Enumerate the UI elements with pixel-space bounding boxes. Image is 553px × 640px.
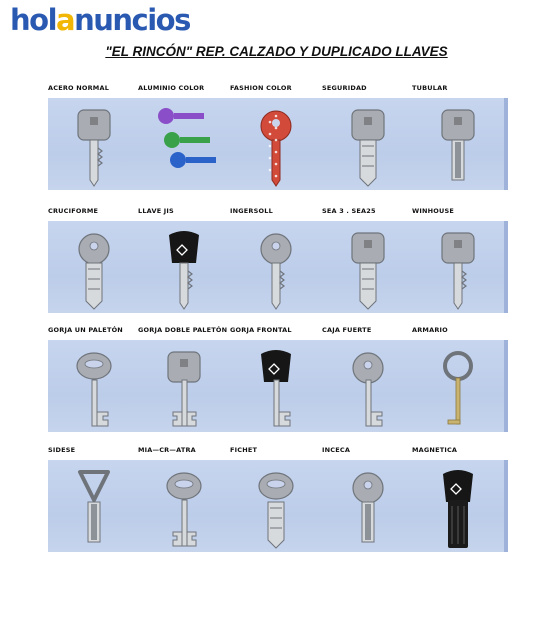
key-card[interactable] <box>48 84 143 212</box>
cabinet-key-icon <box>412 340 504 432</box>
tubular-key-icon <box>412 98 504 190</box>
double-bit-key-icon <box>138 340 230 432</box>
key-image <box>230 98 326 190</box>
key-label: FASHION COLOR <box>230 84 292 92</box>
key-card[interactable] <box>412 84 507 212</box>
sea-key-icon <box>322 221 414 313</box>
key-card[interactable] <box>138 207 233 335</box>
key-card[interactable] <box>230 446 325 574</box>
ingersoll-key-icon <box>230 221 322 313</box>
colored-keys-icon <box>138 98 230 190</box>
key-card[interactable] <box>230 326 325 454</box>
key-image <box>322 460 418 552</box>
key-label: GORJA FRONTAL <box>230 326 292 334</box>
safe-key-icon <box>322 340 414 432</box>
front-bit-key-icon <box>230 340 322 432</box>
cruciform-key-icon <box>48 221 140 313</box>
key-label: SEGURIDAD <box>322 84 367 92</box>
key-label: ARMARIO <box>412 326 448 334</box>
key-image <box>138 460 234 552</box>
key-label: GORJA UN PALETÓN <box>48 326 123 334</box>
key-label: SEA 3 . SEA25 <box>322 207 376 215</box>
key-image <box>230 221 326 313</box>
key-label: INGERSOLL <box>230 207 273 215</box>
key-image <box>322 98 418 190</box>
key-card[interactable] <box>412 326 507 454</box>
key-card[interactable] <box>230 207 325 335</box>
fashion-key-icon <box>230 98 322 190</box>
page-title: "EL RINCÓN" REP. CALZADO Y DUPLICADO LLAVES <box>105 44 448 59</box>
key-card[interactable] <box>412 207 507 335</box>
jis-key-icon <box>138 221 230 313</box>
single-bit-key-icon <box>48 340 140 432</box>
magnetic-key-icon <box>412 460 504 552</box>
key-label: GORJA DOBLE PALETÓN <box>138 326 228 334</box>
key-image <box>230 340 326 432</box>
key-label: WINHOUSE <box>412 207 454 215</box>
key-image <box>412 221 508 313</box>
key-label: ALUMINIO COLOR <box>138 84 205 92</box>
key-card[interactable] <box>322 446 417 574</box>
key-label: INCECA <box>322 446 351 454</box>
key-card[interactable] <box>138 84 233 212</box>
logo-text: hol <box>10 3 57 37</box>
key-card[interactable] <box>412 446 507 574</box>
key-image <box>412 340 508 432</box>
key-card[interactable] <box>322 326 417 454</box>
fichet-key-icon <box>230 460 322 552</box>
key-card[interactable] <box>48 207 143 335</box>
key-image <box>230 460 326 552</box>
key-image <box>322 221 418 313</box>
key-label: CAJA FUERTE <box>322 326 372 334</box>
winhouse-key-icon <box>412 221 504 313</box>
key-label: FICHET <box>230 446 258 454</box>
key-image <box>412 460 508 552</box>
key-label: LLAVE JIS <box>138 207 174 215</box>
key-image <box>138 340 234 432</box>
key-label: CRUCIFORME <box>48 207 99 215</box>
key-label: ACERO NORMAL <box>48 84 110 92</box>
key-card[interactable] <box>322 84 417 212</box>
sidese-key-icon <box>48 460 140 552</box>
standard-key-icon <box>48 98 140 190</box>
key-card[interactable] <box>138 326 233 454</box>
key-card[interactable] <box>138 446 233 574</box>
key-label: TUBULAR <box>412 84 448 92</box>
key-image <box>322 340 418 432</box>
key-image <box>138 221 234 313</box>
key-label: SIDESE <box>48 446 76 454</box>
key-image <box>48 460 144 552</box>
key-card[interactable] <box>48 446 143 574</box>
key-label: MIA—CR—ATRA <box>138 446 196 454</box>
key-card[interactable] <box>230 84 325 212</box>
logo-accent-text: a <box>56 3 75 37</box>
key-image <box>412 98 508 190</box>
inceca-key-icon <box>322 460 414 552</box>
mia-key-icon <box>138 460 230 552</box>
key-image <box>48 340 144 432</box>
key-image <box>48 221 144 313</box>
key-label: MAGNETICA <box>412 446 458 454</box>
logo-text-end: nuncios <box>74 3 190 37</box>
security-key-icon <box>322 98 414 190</box>
key-image <box>138 98 234 190</box>
holanuncios-logo[interactable] <box>10 3 190 37</box>
key-card[interactable] <box>48 326 143 454</box>
key-image <box>48 98 144 190</box>
key-card[interactable] <box>322 207 417 335</box>
